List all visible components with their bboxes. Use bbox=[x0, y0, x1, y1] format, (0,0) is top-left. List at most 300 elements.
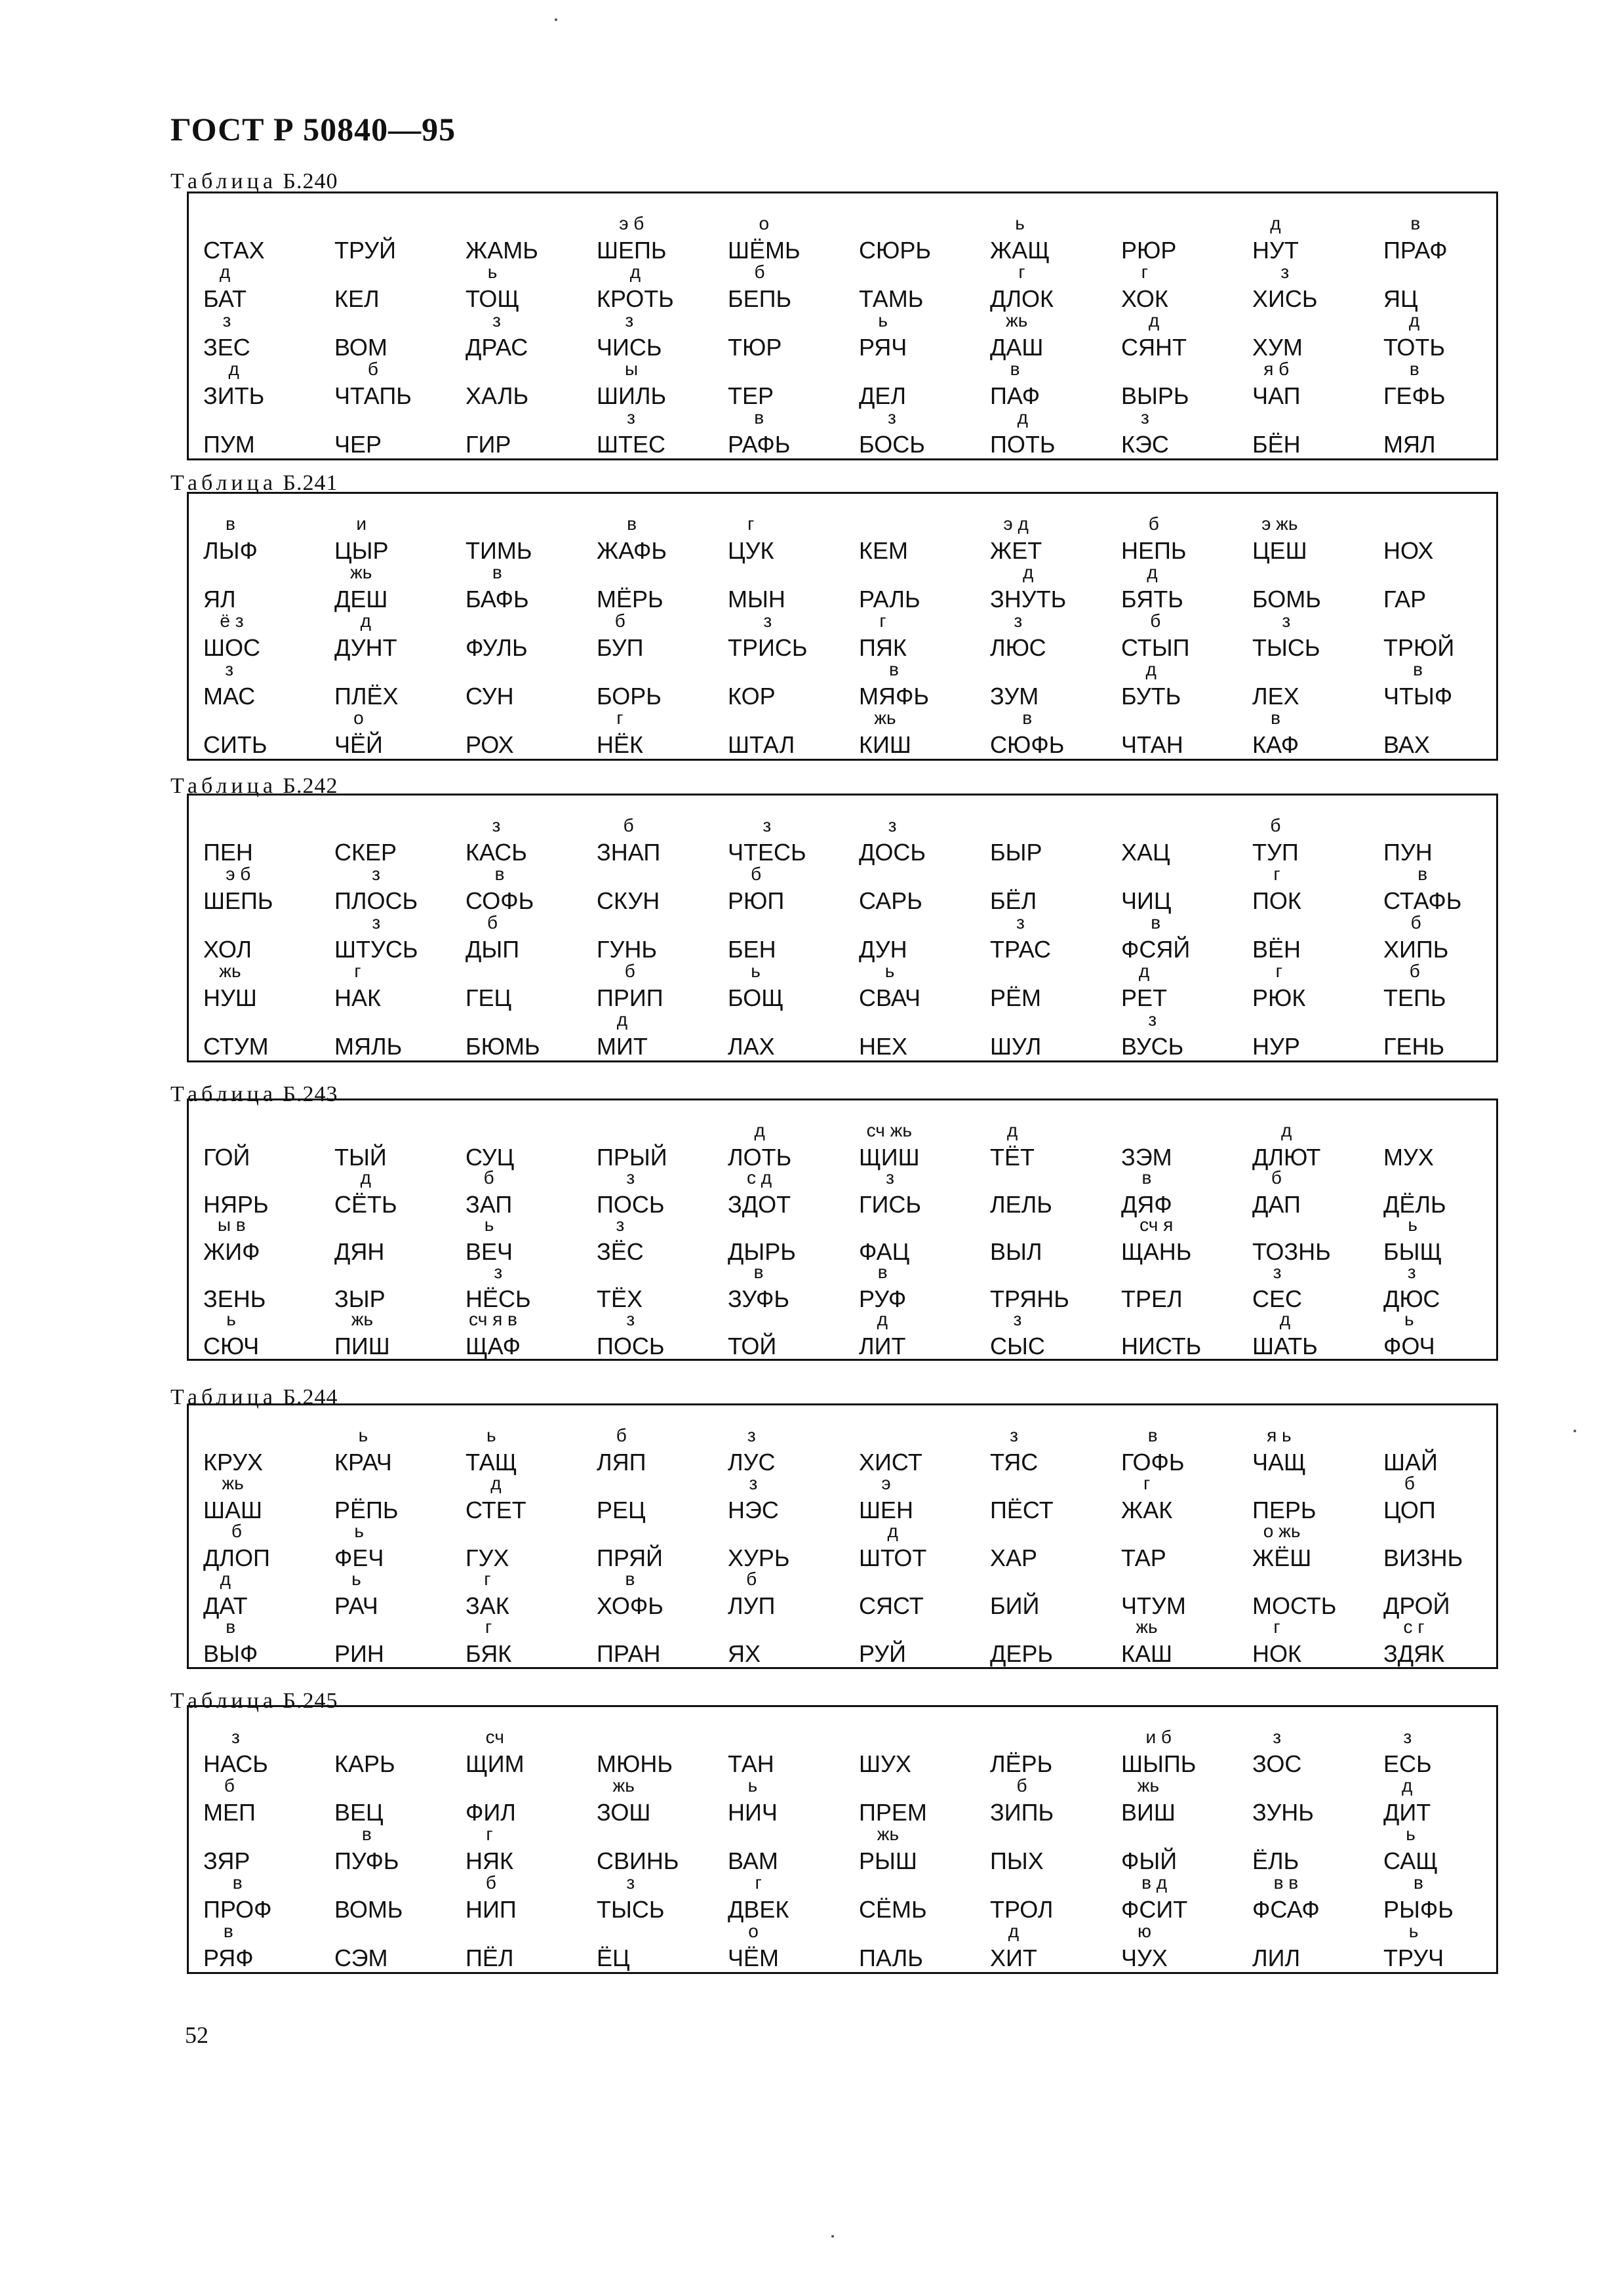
table-word bbox=[1383, 731, 1430, 759]
word-text: БЯК bbox=[465, 1640, 512, 1667]
word-text: ДЕЛ bbox=[859, 382, 907, 409]
table-word bbox=[465, 1727, 525, 1778]
table-word bbox=[859, 1473, 914, 1524]
pronunciation-mark: г bbox=[485, 1617, 492, 1637]
table-word bbox=[859, 936, 907, 963]
pronunciation-mark: б bbox=[754, 262, 765, 282]
pronunciation-mark: б bbox=[487, 912, 498, 933]
word-text: ЖАК bbox=[1121, 1497, 1173, 1523]
table-word bbox=[203, 1521, 270, 1572]
word-text: ВАХ bbox=[1383, 731, 1430, 758]
table-word bbox=[728, 1425, 776, 1476]
word-text: ПЯК bbox=[859, 634, 907, 661]
table-word bbox=[728, 1640, 761, 1668]
pronunciation-mark: з bbox=[1148, 1009, 1157, 1030]
table-word bbox=[465, 683, 514, 710]
word-text: ЛЮС bbox=[990, 634, 1046, 661]
table-word bbox=[859, 1824, 917, 1875]
word-text: ЛУП bbox=[728, 1592, 776, 1619]
word-text: ХИСЬ bbox=[1252, 285, 1318, 312]
word-text: ХИСТ bbox=[859, 1449, 922, 1476]
word-text: РЕЦ bbox=[597, 1497, 646, 1523]
table-word bbox=[1252, 961, 1306, 1012]
table-word bbox=[597, 683, 662, 710]
word-text: ДРАС bbox=[465, 334, 528, 361]
pronunciation-mark: в bbox=[492, 562, 502, 582]
pronunciation-mark: д bbox=[1147, 562, 1158, 582]
table-word bbox=[597, 407, 665, 458]
pronunciation-mark: ю bbox=[1137, 1921, 1151, 1941]
table-word bbox=[465, 310, 528, 361]
table-word bbox=[728, 1847, 778, 1875]
pronunciation-mark: в bbox=[232, 1872, 243, 1893]
table-word bbox=[728, 334, 782, 361]
table-word bbox=[990, 1238, 1042, 1266]
pronunciation-mark: з bbox=[372, 864, 380, 884]
pronunciation-mark: з bbox=[1282, 611, 1291, 631]
word-text: ДЮС bbox=[1383, 1285, 1440, 1312]
pronunciation-mark: ё з bbox=[220, 611, 244, 631]
table-word bbox=[1252, 1847, 1299, 1875]
table-word bbox=[465, 1309, 521, 1360]
table-word bbox=[1121, 382, 1189, 410]
pronunciation-mark: и б bbox=[1145, 1727, 1172, 1747]
word-text: ТОТЬ bbox=[1383, 334, 1445, 361]
word-text: БУП bbox=[597, 634, 644, 661]
table-word bbox=[1252, 1120, 1321, 1171]
word-text: СТЫП bbox=[1121, 634, 1190, 661]
pronunciation-mark: ь bbox=[486, 1425, 496, 1445]
word-text: ВАМ bbox=[728, 1847, 778, 1874]
word-text: ДАШ bbox=[990, 334, 1044, 361]
word-text: ЛЕХ bbox=[1252, 683, 1299, 710]
pronunciation-mark: сч я в bbox=[469, 1309, 517, 1329]
table-word bbox=[597, 1775, 651, 1826]
word-text: ЧЁЙ bbox=[334, 731, 383, 758]
table-word bbox=[1383, 1592, 1450, 1620]
word-text: ЗУФЬ bbox=[728, 1285, 790, 1312]
word-text: ПРИП bbox=[597, 984, 663, 1011]
word-text: ЗЕНЬ bbox=[203, 1285, 266, 1312]
word-text: КИШ bbox=[859, 731, 911, 758]
table-word bbox=[1252, 1872, 1320, 1923]
word-text: ГОФЬ bbox=[1121, 1449, 1185, 1476]
word-text: БЕН bbox=[728, 936, 776, 963]
word-text: ТРЯНЬ bbox=[990, 1285, 1069, 1312]
word-text: ЛЫФ bbox=[203, 537, 258, 564]
table-word bbox=[203, 431, 255, 458]
word-text: ШУЛ bbox=[990, 1033, 1042, 1060]
pronunciation-mark: б bbox=[746, 1569, 757, 1589]
pronunciation-mark: з bbox=[763, 611, 772, 631]
table-word bbox=[597, 1872, 665, 1923]
table-word bbox=[990, 1775, 1054, 1826]
word-text: ДОСЬ bbox=[859, 839, 926, 866]
pronunciation-mark: г bbox=[755, 1872, 762, 1893]
word-text: ЗУНЬ bbox=[1252, 1799, 1314, 1826]
word-text: ЯЛ bbox=[203, 586, 236, 613]
table-word bbox=[334, 359, 412, 410]
table-word bbox=[1252, 683, 1299, 710]
word-text: ВОМ bbox=[334, 334, 387, 361]
word-text: БЫЩ bbox=[1383, 1238, 1442, 1265]
table-word bbox=[1383, 1775, 1431, 1826]
pronunciation-mark: жь bbox=[219, 961, 241, 981]
table-word bbox=[1252, 1033, 1300, 1060]
pronunciation-mark: в bbox=[625, 1569, 635, 1589]
word-text: ЕСЬ bbox=[1383, 1750, 1432, 1777]
table-word bbox=[334, 1033, 402, 1060]
pronunciation-mark: жь bbox=[222, 1473, 244, 1493]
word-text: ТОЩ bbox=[465, 285, 520, 312]
pronunciation-mark: жь bbox=[1136, 1617, 1158, 1637]
word-text: ЗЕС bbox=[203, 334, 250, 361]
pronunciation-mark: д bbox=[490, 1473, 502, 1493]
table-word bbox=[990, 310, 1044, 361]
table-word bbox=[728, 1473, 779, 1524]
table-word bbox=[203, 1921, 254, 1972]
pronunciation-mark: з bbox=[1010, 1425, 1019, 1445]
word-text: БЫР bbox=[990, 839, 1042, 866]
table-word bbox=[990, 1497, 1054, 1524]
word-text: ЯЦ bbox=[1383, 285, 1418, 312]
word-text: ЛЕЛЬ bbox=[990, 1191, 1052, 1218]
table-caption-word: Таблица bbox=[170, 1689, 277, 1713]
pronunciation-mark: ь bbox=[351, 1569, 361, 1589]
pronunciation-mark: я б bbox=[1263, 359, 1290, 379]
table-word bbox=[1383, 359, 1446, 410]
table-word bbox=[990, 683, 1039, 710]
table-word bbox=[203, 586, 236, 613]
pronunciation-mark: ь bbox=[1408, 1921, 1419, 1941]
table-word bbox=[728, 407, 791, 458]
table-word bbox=[859, 1944, 923, 1972]
pronunciation-mark: г bbox=[1143, 1473, 1151, 1493]
table-word bbox=[990, 611, 1046, 662]
pronunciation-mark: в bbox=[889, 659, 899, 679]
table-word bbox=[1121, 1617, 1172, 1668]
table-word bbox=[465, 731, 514, 759]
word-text: ПОСЬ bbox=[597, 1191, 665, 1218]
table-word bbox=[859, 1592, 924, 1620]
pronunciation-mark: д bbox=[877, 1309, 888, 1329]
word-text: ДЁЛЬ bbox=[1383, 1191, 1446, 1218]
table-word bbox=[334, 1167, 397, 1218]
table-word bbox=[597, 586, 663, 613]
table-word bbox=[465, 634, 528, 662]
table-word bbox=[334, 1750, 395, 1778]
word-text: ЖАЩ bbox=[990, 237, 1050, 264]
table-word bbox=[859, 887, 922, 915]
table-word bbox=[1252, 514, 1307, 565]
word-text: ШУХ bbox=[859, 1750, 911, 1777]
word-text: БОЩ bbox=[728, 984, 783, 1011]
pronunciation-mark: жь bbox=[351, 1309, 374, 1329]
word-text: ЛЁРЬ bbox=[990, 1750, 1053, 1777]
pronunciation-mark: б bbox=[1404, 1473, 1415, 1493]
word-text: ЗНАП bbox=[597, 839, 661, 866]
table-word bbox=[859, 1167, 921, 1218]
pronunciation-mark: з bbox=[616, 1215, 625, 1235]
pronunciation-mark: в bbox=[754, 407, 764, 428]
word-text: БЕПЬ bbox=[728, 285, 792, 312]
pronunciation-mark: д bbox=[360, 611, 371, 631]
word-text: ХИТ bbox=[990, 1944, 1037, 1971]
table-word bbox=[728, 1262, 790, 1313]
word-text: ШИЛЬ bbox=[597, 382, 667, 409]
pronunciation-mark: з bbox=[747, 1425, 756, 1445]
word-text: РЫФЬ bbox=[1383, 1896, 1454, 1923]
pronunciation-mark: ь bbox=[1406, 1824, 1416, 1844]
table-word bbox=[859, 1033, 907, 1060]
pronunciation-mark: з bbox=[1273, 1262, 1282, 1282]
table-word bbox=[597, 1425, 646, 1476]
word-text: МЁРЬ bbox=[597, 586, 663, 613]
table-word bbox=[465, 1617, 512, 1668]
pronunciation-mark: з bbox=[1407, 1262, 1416, 1282]
word-text: ТАН bbox=[728, 1750, 774, 1777]
table-word bbox=[859, 586, 921, 613]
pronunciation-mark: з bbox=[492, 815, 501, 836]
table-word bbox=[1383, 586, 1426, 613]
word-text: ШТАЛ bbox=[728, 731, 795, 758]
table-word bbox=[597, 1497, 646, 1524]
word-text: ХОЛ bbox=[203, 936, 252, 963]
table-word bbox=[203, 961, 257, 1012]
table-word bbox=[334, 912, 418, 963]
pronunciation-mark: г bbox=[747, 514, 755, 534]
table-word bbox=[1121, 611, 1190, 662]
pronunciation-mark: в bbox=[1414, 1872, 1423, 1893]
table-caption bbox=[170, 169, 338, 194]
table-word bbox=[203, 1144, 250, 1171]
table-word bbox=[1252, 1521, 1312, 1572]
pronunciation-mark: э б bbox=[619, 213, 644, 233]
table-word bbox=[728, 731, 795, 759]
table-word bbox=[859, 1896, 927, 1923]
table-word bbox=[1121, 839, 1170, 866]
pronunciation-mark: г bbox=[1275, 961, 1282, 981]
table-word bbox=[1383, 1033, 1444, 1060]
pronunciation-mark: б bbox=[1150, 611, 1161, 631]
table-word bbox=[990, 1425, 1039, 1476]
table-word bbox=[990, 1309, 1045, 1360]
pronunciation-mark: в bbox=[1410, 213, 1421, 233]
table-word bbox=[597, 1944, 630, 1972]
table-word bbox=[1121, 887, 1172, 915]
word-text: ЩАФ bbox=[465, 1333, 521, 1359]
word-text: ПРАФ bbox=[1383, 237, 1448, 264]
word-text: ЧИЦ bbox=[1121, 887, 1172, 914]
pronunciation-mark: ь bbox=[878, 310, 888, 331]
pronunciation-mark: ь bbox=[747, 1775, 758, 1796]
word-text: ЧЕР bbox=[334, 431, 382, 458]
table-word bbox=[465, 1425, 517, 1476]
table-word bbox=[1121, 1727, 1197, 1778]
word-text: ДВЕК bbox=[728, 1896, 789, 1923]
pronunciation-mark: з bbox=[627, 407, 635, 428]
word-text: ЩИШ bbox=[859, 1144, 920, 1171]
pronunciation-mark: в bbox=[1271, 708, 1281, 728]
table-word bbox=[1252, 1309, 1318, 1360]
table-word bbox=[1121, 1425, 1185, 1476]
word-text: ВЫФ bbox=[203, 1640, 258, 1667]
pronunciation-mark: г bbox=[879, 611, 886, 631]
word-text: РАЛЬ bbox=[859, 586, 921, 613]
scan-speck bbox=[831, 2235, 834, 2238]
word-text: ДЯН bbox=[334, 1238, 385, 1265]
word-text: КАРЬ bbox=[334, 1750, 395, 1777]
word-text: ФОЧ bbox=[1383, 1333, 1435, 1359]
table-word bbox=[597, 1309, 665, 1360]
table-word bbox=[1252, 1727, 1302, 1778]
pronunciation-mark: сч bbox=[485, 1727, 504, 1747]
word-text: ПЁЛ bbox=[465, 1944, 514, 1971]
table-number: Б.241 bbox=[276, 471, 338, 495]
word-text: ТЕПЬ bbox=[1383, 984, 1446, 1011]
word-text: РЮК bbox=[1252, 984, 1306, 1011]
table-word bbox=[990, 839, 1042, 866]
word-text: НЯК bbox=[465, 1847, 513, 1874]
pronunciation-mark: э жь bbox=[1261, 514, 1298, 534]
pronunciation-mark: б bbox=[367, 359, 378, 379]
table-number: Б.242 bbox=[276, 774, 338, 798]
table-word bbox=[1252, 815, 1299, 866]
word-text: КЕЛ bbox=[334, 285, 380, 312]
word-text: СЮФЬ bbox=[990, 731, 1065, 758]
table-word bbox=[203, 1847, 250, 1875]
word-text: ПЛЁХ bbox=[334, 683, 399, 710]
pronunciation-mark: з bbox=[626, 1872, 635, 1893]
table-word bbox=[334, 961, 381, 1012]
table-word bbox=[1383, 864, 1462, 915]
table-word bbox=[465, 1473, 526, 1524]
word-text: БЯТЬ bbox=[1121, 586, 1183, 613]
word-text: КАФ bbox=[1252, 731, 1299, 758]
pronunciation-mark: д bbox=[1279, 1309, 1291, 1329]
table-word bbox=[990, 262, 1054, 313]
pronunciation-mark: о bbox=[759, 213, 770, 233]
table-word bbox=[1383, 1824, 1438, 1875]
word-text: МЯЛЬ bbox=[334, 1033, 403, 1060]
word-text: ЯХ bbox=[728, 1640, 761, 1667]
table-word bbox=[334, 839, 397, 866]
pronunciation-mark: з bbox=[1273, 1727, 1282, 1747]
pronunciation-mark: в bbox=[877, 1262, 888, 1282]
table-word bbox=[1121, 1473, 1173, 1524]
table-word bbox=[334, 1521, 384, 1572]
table-word bbox=[1383, 431, 1436, 458]
word-text: БОРЬ bbox=[597, 683, 662, 710]
word-text: ПЫХ bbox=[990, 1847, 1044, 1874]
pronunciation-mark: д bbox=[629, 262, 641, 282]
table-word bbox=[597, 262, 674, 313]
word-text: ВЕЦ bbox=[334, 1799, 384, 1826]
pronunciation-mark: д bbox=[219, 262, 231, 282]
table-word bbox=[597, 1167, 665, 1218]
pronunciation-mark: з bbox=[625, 310, 634, 331]
table-word bbox=[859, 1640, 906, 1668]
scan-speck bbox=[1574, 1430, 1576, 1432]
pronunciation-mark: в bbox=[1151, 912, 1161, 933]
table-word bbox=[597, 815, 661, 866]
pronunciation-mark: д bbox=[1145, 659, 1157, 679]
word-text: ЗДЯК bbox=[1383, 1640, 1445, 1667]
word-text: СЭМ bbox=[334, 1944, 388, 1971]
pronunciation-mark: з bbox=[762, 815, 772, 836]
word-text: ПОТЬ bbox=[990, 431, 1056, 458]
table-word bbox=[1121, 1847, 1177, 1875]
pronunciation-mark: г bbox=[616, 708, 624, 728]
word-text: ЗИТЬ bbox=[203, 382, 265, 409]
table-word bbox=[465, 815, 527, 866]
table-word bbox=[334, 1569, 378, 1620]
table-word bbox=[597, 887, 660, 915]
pronunciation-mark: ь bbox=[1408, 1215, 1417, 1235]
pronunciation-mark: ь bbox=[358, 1425, 368, 1445]
pronunciation-mark: з bbox=[749, 1473, 758, 1493]
pronunciation-mark: в bbox=[753, 1262, 764, 1282]
table-word bbox=[1121, 961, 1168, 1012]
word-text: КЭС bbox=[1121, 431, 1169, 458]
pronunciation-mark: в bbox=[1010, 359, 1020, 379]
table-word bbox=[1252, 936, 1301, 963]
word-text: ПЁСТ bbox=[990, 1497, 1054, 1523]
word-text: ЧАП bbox=[1252, 382, 1301, 409]
table-word bbox=[203, 731, 267, 759]
word-text: РОХ bbox=[465, 731, 514, 758]
table-word bbox=[728, 382, 774, 410]
word-text: ФЕЧ bbox=[334, 1544, 384, 1571]
table-word bbox=[465, 1544, 509, 1572]
table-word bbox=[990, 1896, 1053, 1923]
table-word bbox=[728, 1167, 791, 1218]
word-text: СЕС bbox=[1252, 1285, 1303, 1312]
table-word bbox=[728, 611, 808, 662]
word-text: КЕМ bbox=[859, 537, 908, 564]
pronunciation-mark: д bbox=[1270, 213, 1281, 233]
table-word bbox=[990, 1640, 1053, 1668]
table-word bbox=[1383, 213, 1448, 264]
pronunciation-mark: в bbox=[1147, 1425, 1158, 1445]
table-word bbox=[728, 586, 785, 613]
table-word bbox=[597, 1544, 663, 1572]
table-word bbox=[990, 1544, 1037, 1572]
pronunciation-mark: д bbox=[1401, 1775, 1413, 1796]
table-word bbox=[1121, 1872, 1188, 1923]
pronunciation-mark: и bbox=[356, 514, 367, 534]
table-word bbox=[728, 864, 785, 915]
table-word bbox=[990, 1033, 1041, 1060]
table-word bbox=[1383, 659, 1453, 710]
table-word bbox=[334, 431, 382, 458]
pronunciation-mark: ь bbox=[487, 262, 498, 282]
word-text: ТИМЬ bbox=[465, 537, 532, 564]
table-word bbox=[1383, 1727, 1432, 1778]
table-word bbox=[334, 683, 399, 710]
table-word bbox=[597, 611, 644, 662]
word-text: ПИШ bbox=[334, 1333, 390, 1359]
word-text: ГЕНЬ bbox=[1383, 1033, 1445, 1060]
table-number: Б.244 bbox=[276, 1385, 338, 1409]
table-word bbox=[597, 213, 667, 264]
table-word bbox=[334, 285, 380, 313]
table-word bbox=[334, 334, 387, 361]
word-text: ЗОШ bbox=[597, 1799, 651, 1826]
table-word bbox=[1121, 1215, 1192, 1266]
table-word bbox=[465, 984, 511, 1012]
word-text: БАФЬ bbox=[465, 586, 529, 613]
